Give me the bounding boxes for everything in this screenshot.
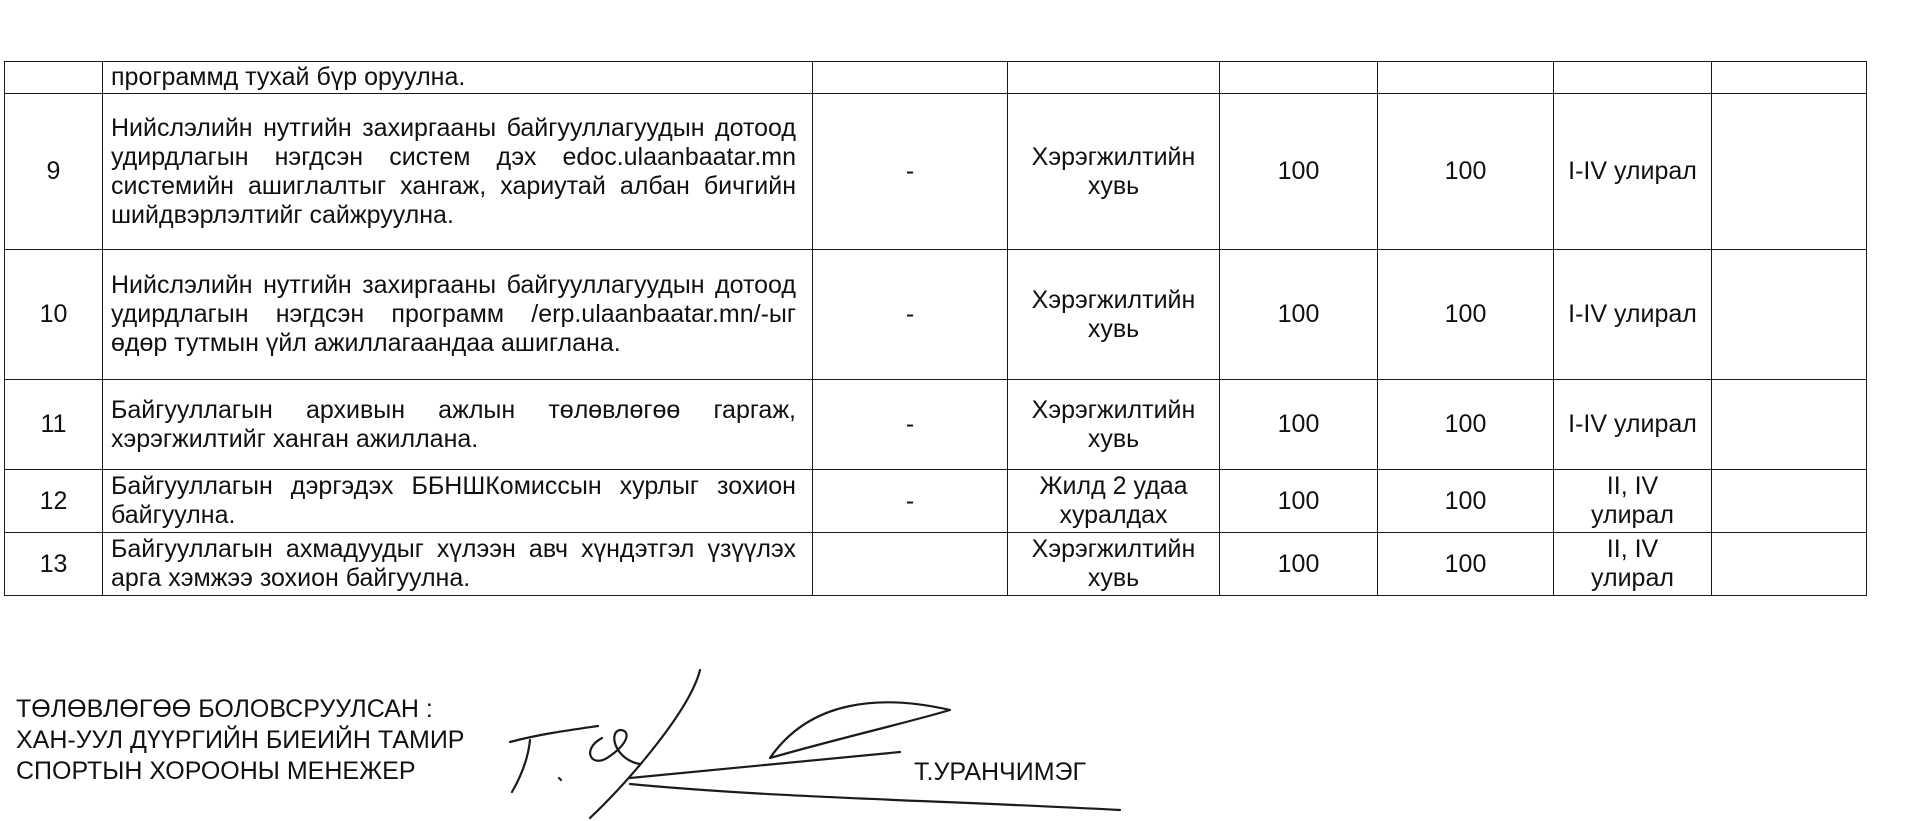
row-number: 12 (5, 470, 103, 533)
row-indicator: Хэрэгжилтийн хувь (1008, 94, 1220, 250)
row-number: 10 (5, 250, 103, 380)
row-target-2: 100 (1378, 380, 1554, 470)
row-target-1: 100 (1220, 250, 1378, 380)
row-period: I-IV улирал (1554, 380, 1712, 470)
row-target-1: 100 (1220, 470, 1378, 533)
row-period: I-IV улирал (1554, 250, 1712, 380)
row-target-1: 100 (1220, 380, 1378, 470)
prepared-by-label: ТӨЛӨВЛӨГӨӨ БОЛОВСРУУЛСАН : (16, 695, 433, 723)
row-description: Байгууллагын дэргэдэх ББНШКомиссын хурлыг зохион байгуулна. (103, 470, 813, 533)
row-description: Нийслэлийн нутгийн захиргааны байгууллагуудын дотоод удирдлагын нэгдсэн программ /erp.ulaanbaatar.mn/-ыг өдөр тутмын үйл ажиллагаандаа ашиглана. (103, 250, 813, 380)
row-note (1712, 380, 1867, 470)
row-note (1712, 94, 1867, 250)
organization-line-2: СПОРТЫН ХОРООНЫ МЕНЕЖЕР (16, 757, 416, 785)
row-baseline (813, 62, 1008, 94)
table-row (5, 250, 1867, 380)
row-target-2: 100 (1378, 250, 1554, 380)
row-period: II, IV улирал (1554, 533, 1712, 596)
row-indicator: Хэрэгжилтийн хувь (1008, 250, 1220, 380)
row-period: I-IV улирал (1554, 94, 1712, 250)
table-row (5, 533, 1867, 596)
plan-table (4, 61, 1867, 596)
row-number (5, 62, 103, 94)
row-baseline: - (813, 94, 1008, 250)
row-target-1: 100 (1220, 533, 1378, 596)
row-indicator: Хэрэгжилтийн хувь (1008, 380, 1220, 470)
organization-line-1: ХАН-УУЛ ДҮҮРГИЙН БИЕИЙН ТАМИР (16, 726, 465, 754)
signer-name: Т.УРАНЧИМЭГ (914, 758, 1087, 786)
row-baseline: - (813, 380, 1008, 470)
table-row (5, 94, 1867, 250)
row-target-2 (1378, 62, 1554, 94)
table-row (5, 380, 1867, 470)
table-row (5, 470, 1867, 533)
signature-block (16, 694, 464, 787)
row-number: 9 (5, 94, 103, 250)
row-indicator (1008, 62, 1220, 94)
handwritten-signature (480, 660, 1140, 820)
row-description: программд тухай бүр оруулна. (103, 62, 813, 94)
row-indicator: Жилд 2 удаа хуралдах (1008, 470, 1220, 533)
row-note (1712, 470, 1867, 533)
row-baseline: - (813, 250, 1008, 380)
row-note (1712, 250, 1867, 380)
row-description: Байгууллагын ахмадуудыг хүлээн авч хүндэтгэл үзүүлэх арга хэмжээ зохион байгуулна. (103, 533, 813, 596)
row-target-2: 100 (1378, 94, 1554, 250)
row-target-2: 100 (1378, 533, 1554, 596)
table-row (5, 62, 1867, 94)
row-description: Байгууллагын архивын ажлын төлөвлөгөө гаргаж, хэрэгжилтийг ханган ажиллана. (103, 380, 813, 470)
row-period: II, IV улирал (1554, 470, 1712, 533)
row-number: 11 (5, 380, 103, 470)
row-period (1554, 62, 1712, 94)
row-target-2: 100 (1378, 470, 1554, 533)
row-target-1 (1220, 62, 1378, 94)
row-note (1712, 533, 1867, 596)
row-baseline: - (813, 470, 1008, 533)
row-number: 13 (5, 533, 103, 596)
row-baseline (813, 533, 1008, 596)
row-indicator: Хэрэгжилтийн хувь (1008, 533, 1220, 596)
row-note (1712, 62, 1867, 94)
row-target-1: 100 (1220, 94, 1378, 250)
row-description: Нийслэлийн нутгийн захиргааны байгууллагуудын дотоод удирдлагын нэгдсэн систем дэх edoc.ulaanbaatar.mn системийн ашиглалтыг хангаж, хариутай албан бичгийн шийдвэрлэлтийг сайжруулна. (103, 94, 813, 250)
